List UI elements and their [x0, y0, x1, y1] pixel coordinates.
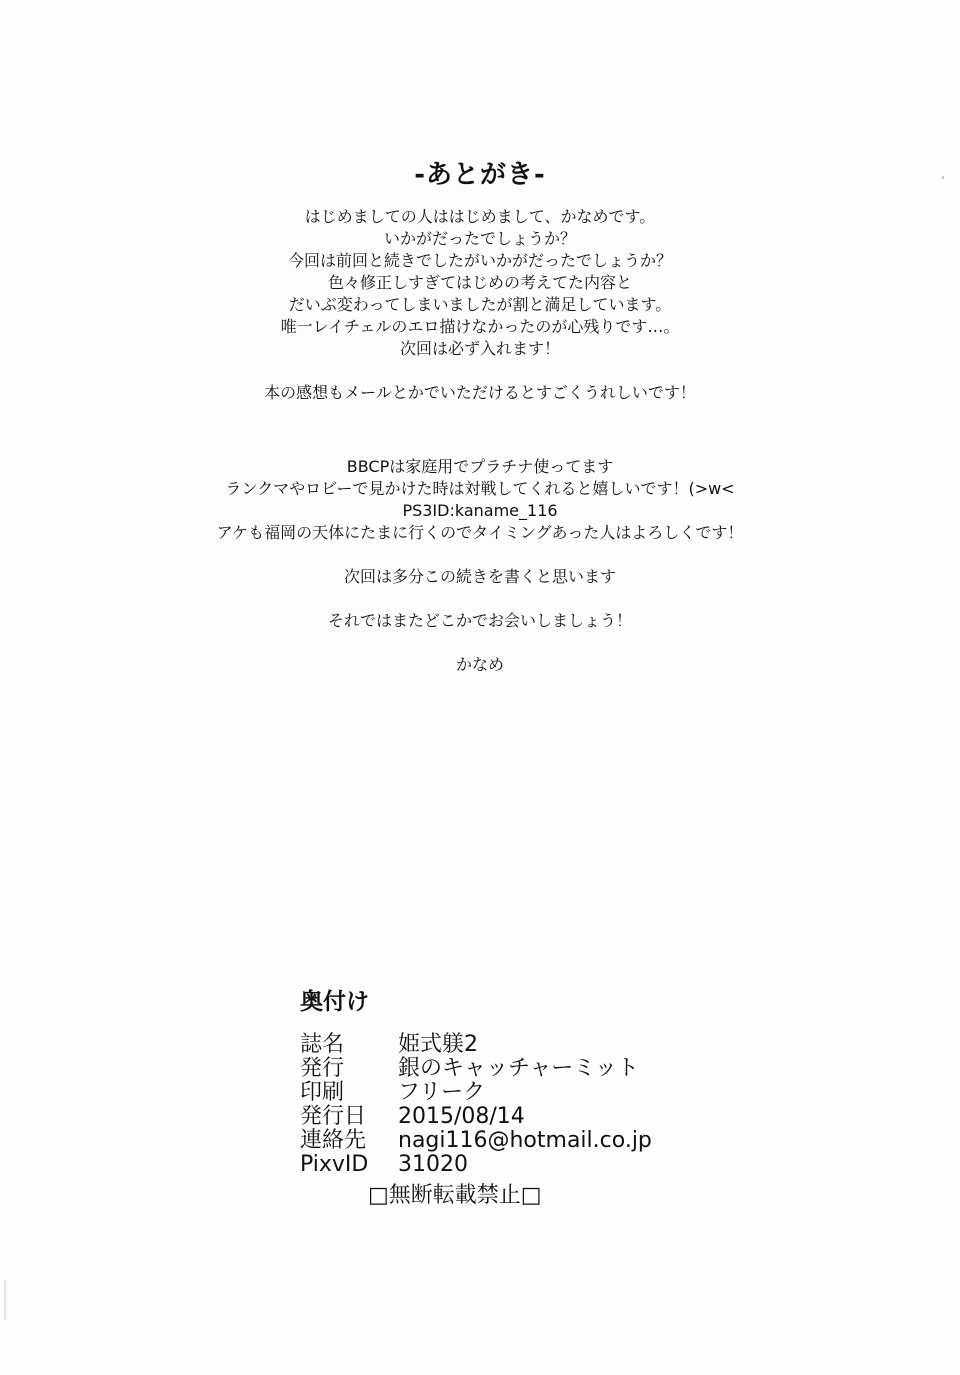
colophon-key: PixvID	[300, 1152, 369, 1177]
colophon-value: フリーク	[398, 1080, 486, 1105]
afterword-line: 唯一レイチェルのエロ描けなかったのが心残りです…。	[280, 317, 680, 336]
colophon-row-publisher	[300, 1057, 652, 1081]
colophon-row-title	[300, 1033, 652, 1057]
afterword-line: 色々修正しすぎてはじめの考えてた内容と	[327, 273, 632, 292]
afterword-paragraph-1	[0, 206, 960, 360]
colophon-table	[300, 1033, 652, 1177]
colophon-key: 誌名	[300, 1032, 345, 1057]
colophon-key: 連絡先	[300, 1128, 367, 1153]
colophon-row-date	[300, 1105, 652, 1129]
afterword-line: BBCPは家庭用でプラチナ使ってます	[346, 457, 614, 476]
afterword-line: アケも福岡の天体にたまに行くのでタイミングあった人はよろしくです！	[216, 523, 744, 542]
colophon-row-printer	[300, 1081, 652, 1105]
colophon-value: 31020	[398, 1152, 468, 1177]
afterword-paragraph-3	[0, 456, 960, 544]
colophon-key: 発行	[300, 1056, 345, 1081]
afterword-title: -あとがき-	[414, 160, 546, 190]
afterword-line: はじめましての人ははじめまして、かなめです。	[304, 207, 656, 226]
colophon-key: 発行日	[300, 1104, 367, 1129]
colophon-value: 銀のキャッチャーミット	[398, 1056, 639, 1081]
afterword-signoff: かなめ	[455, 655, 504, 674]
afterword-line: PS3ID:kaname_116	[402, 501, 558, 520]
colophon-value: 姫式躾2	[398, 1032, 478, 1057]
colophon-key: 印刷	[300, 1080, 345, 1105]
afterword-paragraph-5: それではまたどこかでお会いしましょう！	[327, 611, 632, 630]
scan-speck	[4, 1280, 6, 1320]
colophon-row-pixiv	[300, 1153, 652, 1177]
colophon-heading: 奥付け	[300, 989, 369, 1015]
afterword-line: いかがだったでしょうか？	[383, 229, 576, 248]
afterword-line: 今回は前回と続きでしたがいかがだったでしょうか？	[287, 251, 672, 270]
colophon-row-contact	[300, 1129, 652, 1153]
afterword-paragraph-2: 本の感想もメールとかでいただけるとすごくうれしいです！	[264, 383, 696, 402]
afterword-line: ランクマやロビーで見かけた時は対戦してくれると嬉しいです！(>w<	[225, 479, 735, 498]
colophon-section	[300, 985, 680, 1213]
colophon-value: nagi116@hotmail.co.jp	[398, 1128, 652, 1153]
afterword-paragraph-4: 次回は多分この続きを書くと思います	[343, 567, 616, 586]
afterword-line: だいぶ変わってしまいましたが割と満足しています。	[288, 295, 672, 314]
afterword-section	[0, 150, 960, 676]
afterword-line: 次回は必ず入れます！	[399, 339, 560, 358]
no-reprint-notice: □無断転載禁止□	[368, 1183, 542, 1208]
colophon-value: 2015/08/14	[398, 1104, 525, 1129]
